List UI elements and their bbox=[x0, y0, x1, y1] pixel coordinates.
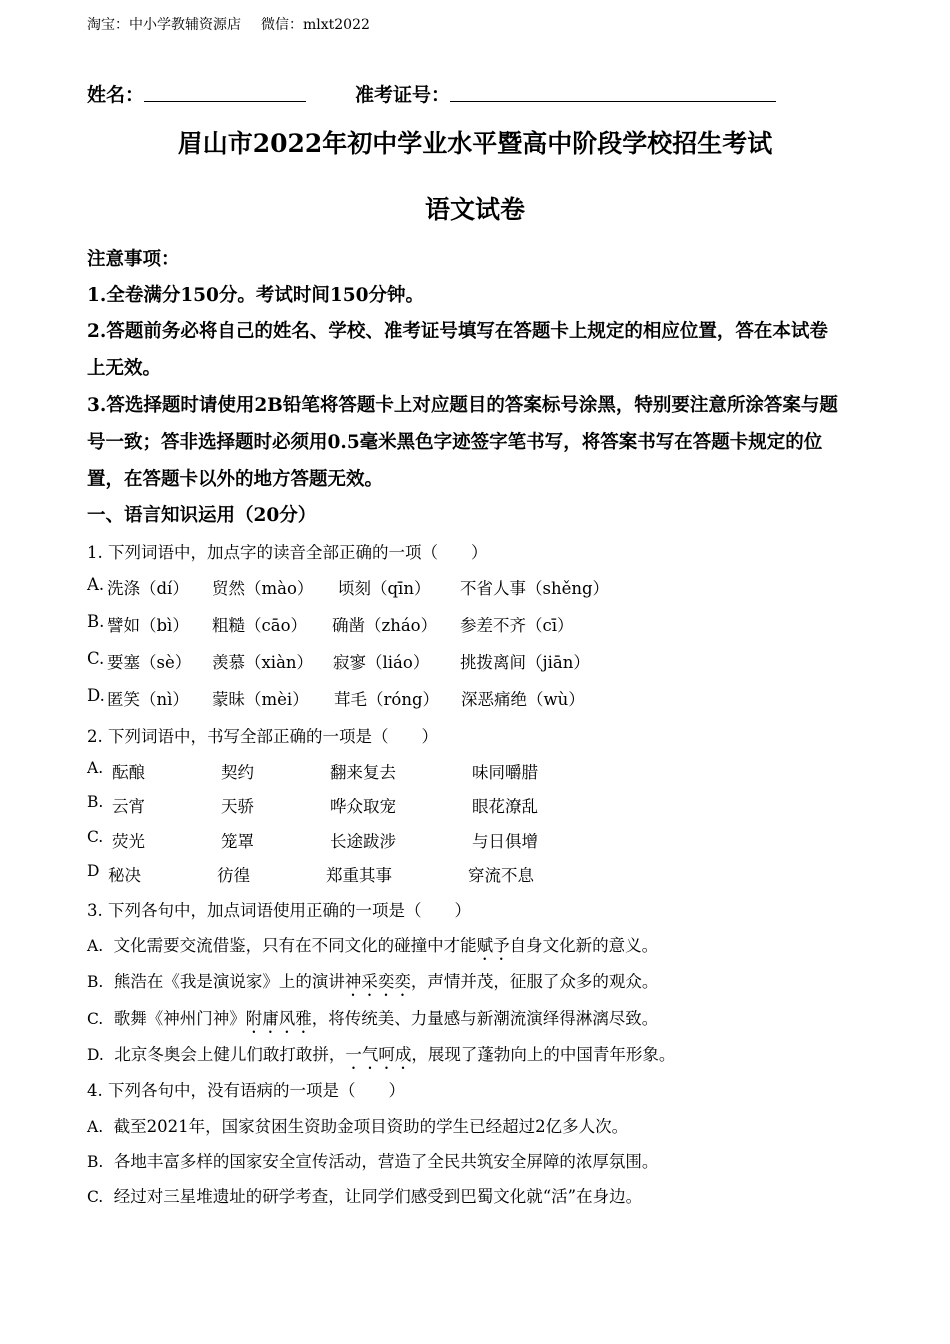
option-text: 经过对三星堆遗址的研学考查，让同学们感受到巴蜀文化就“活”在身边。 bbox=[113, 1187, 643, 1206]
option-text: 文化需要交流借鉴，只有在不同文化的碰撞中才能 bbox=[113, 936, 477, 955]
option-word: 彷徨 bbox=[217, 866, 250, 885]
notes-heading: 注意事项： bbox=[87, 249, 180, 270]
notes-item-2-line2: 上无效。 bbox=[87, 358, 162, 379]
option-letter: A. bbox=[87, 937, 104, 955]
option-word: 寂寥（liáo） bbox=[333, 653, 430, 672]
option-word: 秘决 bbox=[108, 866, 141, 885]
option-text: ，声情并茂，征服了众多的观众。 bbox=[410, 972, 659, 991]
option-text: 歌舞《神州门神》 bbox=[113, 1009, 246, 1028]
name-label: 姓名： bbox=[87, 84, 145, 106]
option-letter: B. bbox=[87, 793, 104, 811]
option-word: 不省人事（shěng） bbox=[460, 579, 610, 598]
id-blank bbox=[450, 101, 776, 102]
option-text: 各地丰富多样的国家安全宣传活动，营造了全民共筑安全屏障的浓厚氛围。 bbox=[113, 1152, 659, 1171]
q2-stem: 2. 下列词语中，书写全部正确的一项是（ ） bbox=[87, 727, 438, 746]
option-word: 蒙昧（mèi） bbox=[212, 690, 309, 709]
option-word: 茸毛（róng） bbox=[334, 690, 440, 709]
dotted-word: 赋予 bbox=[476, 936, 510, 955]
option-word: 笼罩 bbox=[221, 832, 254, 851]
q3-stem: 3. 下列各句中，加点词语使用正确的一项是（ ） bbox=[87, 901, 471, 920]
option-word: 翻来复去 bbox=[330, 763, 396, 782]
option-word: 味同嚼腊 bbox=[472, 763, 538, 782]
option-text: 北京冬奥会上健儿们敢打敢拼， bbox=[114, 1045, 346, 1064]
option-text: 截至2021年，国家贫困生资助金项目资助的学生已经超过2亿多人次。 bbox=[113, 1117, 629, 1136]
section-heading: 一、语言知识运用（20分） bbox=[87, 505, 317, 526]
notes-item-3-line1: 3.答选择题时请使用2B铅笔将答题卡上对应题目的答案标号涂黑，特别要注意所涂答案与题 bbox=[87, 395, 838, 416]
dotted-word: 一气呵成 bbox=[345, 1045, 412, 1064]
option-letter: B. bbox=[87, 973, 104, 991]
option-word: 云宵 bbox=[112, 797, 145, 816]
option-word: 契约 bbox=[221, 763, 254, 782]
option-word: 粗糙（cāo） bbox=[212, 616, 308, 635]
option-word: 譬如（bì） bbox=[107, 616, 189, 635]
option-word: 匿笑（nì） bbox=[107, 690, 189, 709]
option-word: 深恶痛绝（wù） bbox=[461, 690, 585, 709]
option-letter: D bbox=[87, 862, 100, 880]
notes-item-3-line3: 置，在答题卡以外的地方答题无效。 bbox=[87, 469, 384, 490]
option-word: 酝酿 bbox=[112, 763, 145, 782]
notes-item-2-line1: 2.答题前务必将自己的姓名、学校、准考证号填写在答题卡上规定的相应位置，答在本试卷 bbox=[87, 321, 828, 342]
option-word: 眼花潦乱 bbox=[472, 797, 538, 816]
dotted-word: 附庸风雅 bbox=[245, 1009, 312, 1028]
q4-option-a bbox=[87, 1113, 628, 1137]
option-word: 确凿（zháo） bbox=[332, 616, 438, 635]
q4-option-c bbox=[87, 1183, 642, 1207]
option-letter: B. bbox=[87, 1153, 104, 1171]
option-word: 长途跋涉 bbox=[330, 832, 396, 851]
option-word: 与日俱增 bbox=[472, 832, 538, 851]
page-header bbox=[87, 14, 370, 34]
option-text: ，展现了蓬勃向上的中国青年形象。 bbox=[411, 1045, 676, 1064]
header-wechat: 微信：mlxt2022 bbox=[261, 17, 370, 33]
option-letter: C. bbox=[87, 1010, 104, 1028]
name-blank bbox=[144, 101, 306, 102]
option-word: 顷刻（qīn） bbox=[338, 579, 431, 598]
option-letter: D. bbox=[87, 686, 105, 705]
id-label: 准考证号： bbox=[355, 84, 451, 106]
option-word: 洗涤（dí） bbox=[107, 579, 189, 598]
q3-option-d bbox=[87, 1041, 675, 1073]
option-letter: B. bbox=[87, 612, 105, 631]
option-letter: A. bbox=[87, 1118, 104, 1136]
notes-item-1: 1.全卷满分150分。考试时间150分钟。 bbox=[87, 285, 425, 306]
option-word: 羡慕（xiàn） bbox=[212, 653, 314, 672]
q1-stem: 1. 下列词语中，加点字的读音全部正确的一项（ ） bbox=[87, 543, 488, 562]
option-text: 熊浩在《我是演说家》上的演讲 bbox=[113, 972, 345, 991]
option-word: 要塞（sè） bbox=[107, 653, 192, 672]
q4-option-b bbox=[87, 1148, 658, 1172]
dotted-word: 神采奕奕 bbox=[344, 972, 411, 991]
option-text: ，将传统美、力量感与新潮流演绎得淋漓尽致。 bbox=[311, 1009, 659, 1028]
exam-subtitle: 语文试卷 bbox=[424, 195, 525, 224]
q4-stem: 4. 下列各句中，没有语病的一项是（ ） bbox=[87, 1081, 405, 1100]
q3-option-a bbox=[87, 932, 658, 964]
notes-item-3-line2: 号一致；答非选择题时必须用0.5毫米黑色字迹签字笔书写，将答案书写在答题卡规定的位 bbox=[87, 432, 823, 453]
option-letter: A. bbox=[87, 759, 104, 777]
option-letter: D. bbox=[87, 1046, 104, 1064]
option-word: 穿流不息 bbox=[468, 866, 534, 885]
option-letter: C. bbox=[87, 649, 105, 668]
option-word: 天骄 bbox=[221, 797, 254, 816]
option-word: 贸然（mào） bbox=[212, 579, 314, 598]
option-word: 挑拨离间（jiān） bbox=[460, 653, 590, 672]
option-word: 参差不齐（cī） bbox=[460, 616, 574, 635]
header-taobao: 淘宝：中小学教辅资源店 bbox=[87, 17, 241, 33]
option-word: 郑重其事 bbox=[326, 866, 392, 885]
option-letter: C. bbox=[87, 1188, 104, 1206]
option-word: 荧光 bbox=[112, 832, 145, 851]
option-word: 哗众取宠 bbox=[330, 797, 396, 816]
q3-option-b bbox=[87, 968, 658, 1000]
option-letter: C. bbox=[87, 828, 104, 846]
q3-option-c bbox=[87, 1005, 658, 1037]
option-letter: A. bbox=[87, 575, 105, 594]
option-text: 自身文化新的意义。 bbox=[509, 936, 659, 955]
exam-title: 眉山市2022年初中学业水平暨高中阶段学校招生考试 bbox=[177, 129, 773, 158]
